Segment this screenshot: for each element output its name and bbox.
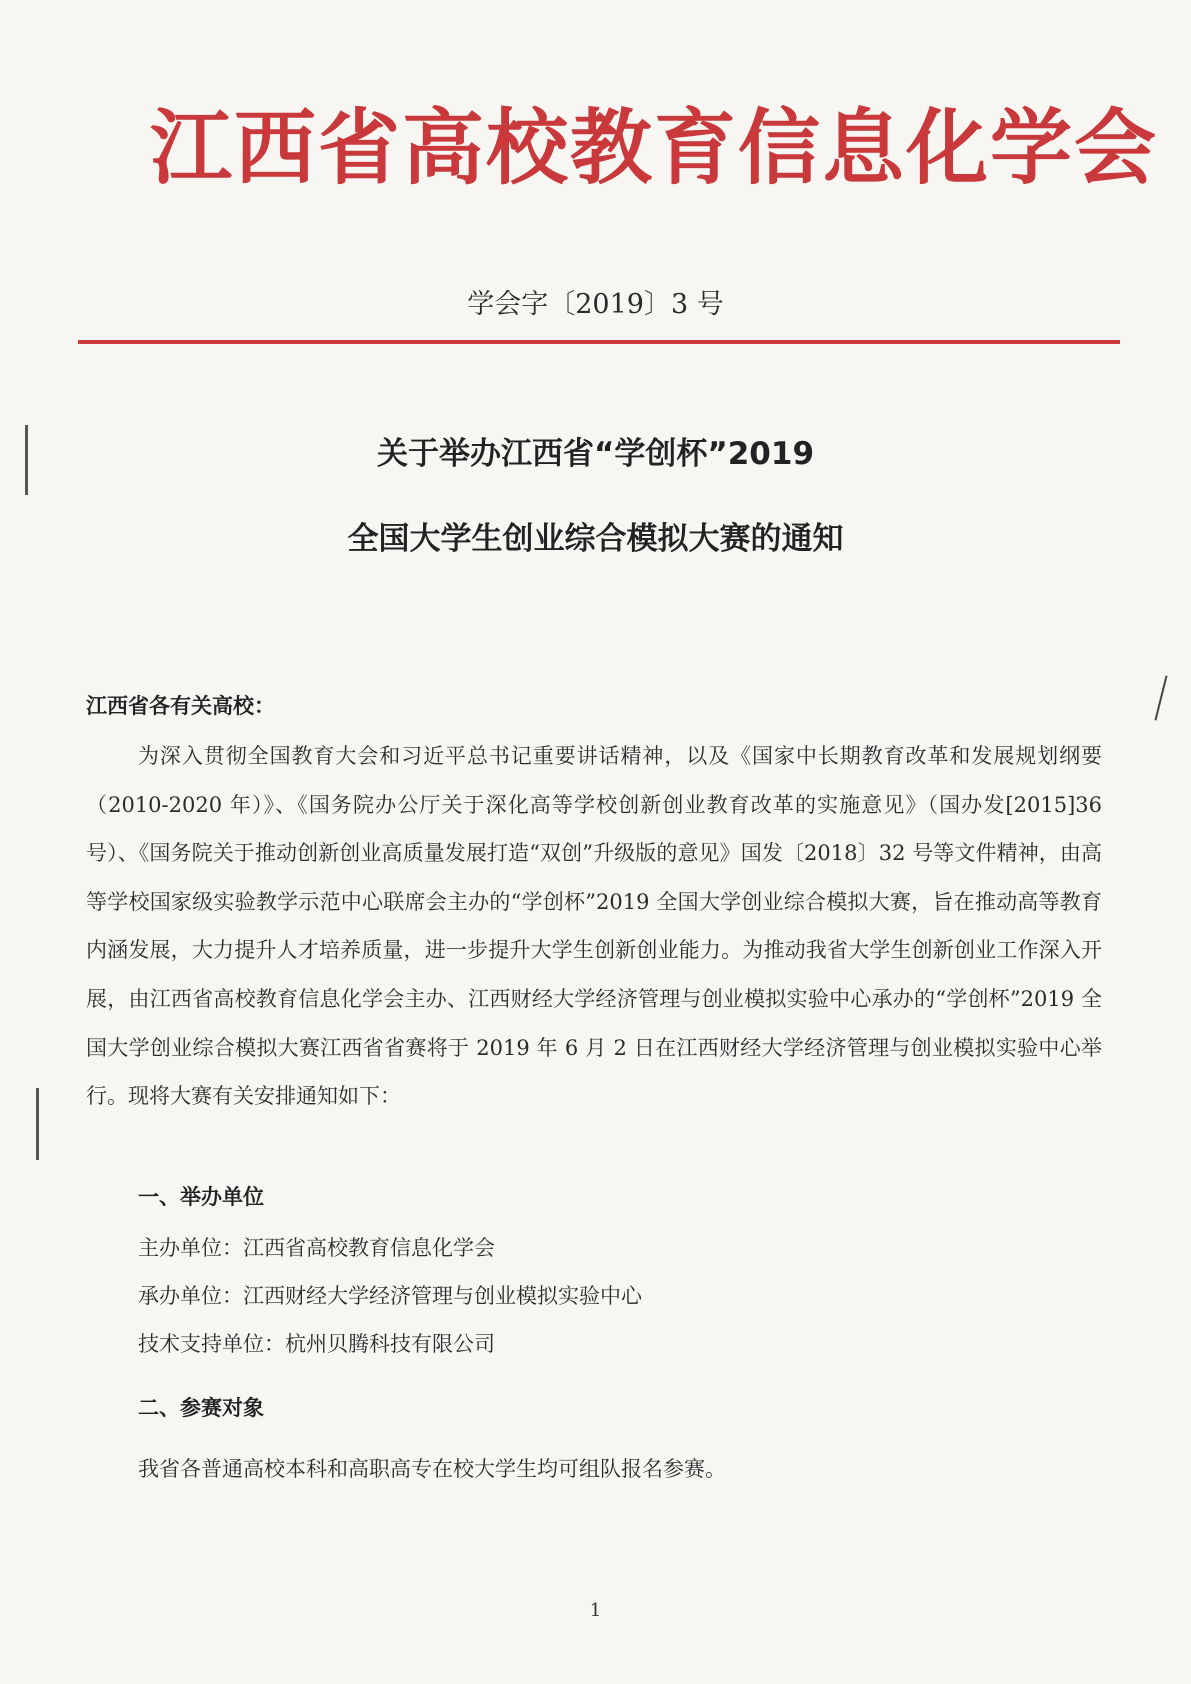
participants-text: 我省各普通高校本科和高职高专在校大学生均可组队报名参赛。 bbox=[138, 1457, 726, 1481]
document-number: 学会字〔2019〕3 号 bbox=[467, 289, 724, 320]
section-heading-hosts: 一、举办单位 bbox=[138, 1184, 264, 1209]
page-number: 1 bbox=[589, 1600, 602, 1621]
organizer-unit-line: 承办单位：江西财经大学经济管理与创业模拟实验中心 bbox=[138, 1284, 642, 1308]
letterhead-red-rule bbox=[78, 340, 1120, 344]
host-unit-line: 主办单位：江西省高校教育信息化学会 bbox=[138, 1236, 495, 1260]
salutation: 江西省各有关高校： bbox=[86, 693, 275, 718]
letterhead-org-name: 江西省高校教育信息化学会 bbox=[150, 101, 1159, 196]
tech-support-unit-line: 技术支持单位：杭州贝腾科技有限公司 bbox=[138, 1332, 495, 1356]
body-paragraph: 为深入贯彻全国教育大会和习近平总书记重要讲话精神，以及《国家中长期教育改革和发展规划纲要（2010-2020 年）》、《国务院办公厅关于深化高等学校创新创业教育改革的实施意见》（国办发[2015]36 号）、《国务院关于推动创新创业高质量发展打造“双创”升级版的意见》国发〔2018〕32 号等文件精神，由高等学校国家级实验教学示范中心联席会主办的“学创杯”2019 全国大学创业综合模拟大赛，旨在推动高等教育内涵发展，大力提升人才培养质量，进一步提升大学生创新创业能力。为推动我省大学生创新创业工作深入开展，由江西省高校教育信息化学会主办、江西财经大学经济管理与创业模拟实验中心承办的“学创杯”2019 全国大学创业综合模拟大赛江西省省赛将于 2019 年 6 月 2 日在江西财经大学经济管理与创业模拟实验中心举行。现将大赛有关安排通知如下： bbox=[86, 744, 1102, 1109]
section-heading-participants: 二、参赛对象 bbox=[138, 1395, 264, 1420]
scan-artifact-mark bbox=[36, 1088, 39, 1160]
notice-title-line1: 关于举办江西省“学创杯”2019 bbox=[376, 436, 815, 472]
notice-title-line2: 全国大学生创业综合模拟大赛的通知 bbox=[347, 521, 844, 557]
scan-artifact-slash bbox=[1154, 675, 1167, 720]
